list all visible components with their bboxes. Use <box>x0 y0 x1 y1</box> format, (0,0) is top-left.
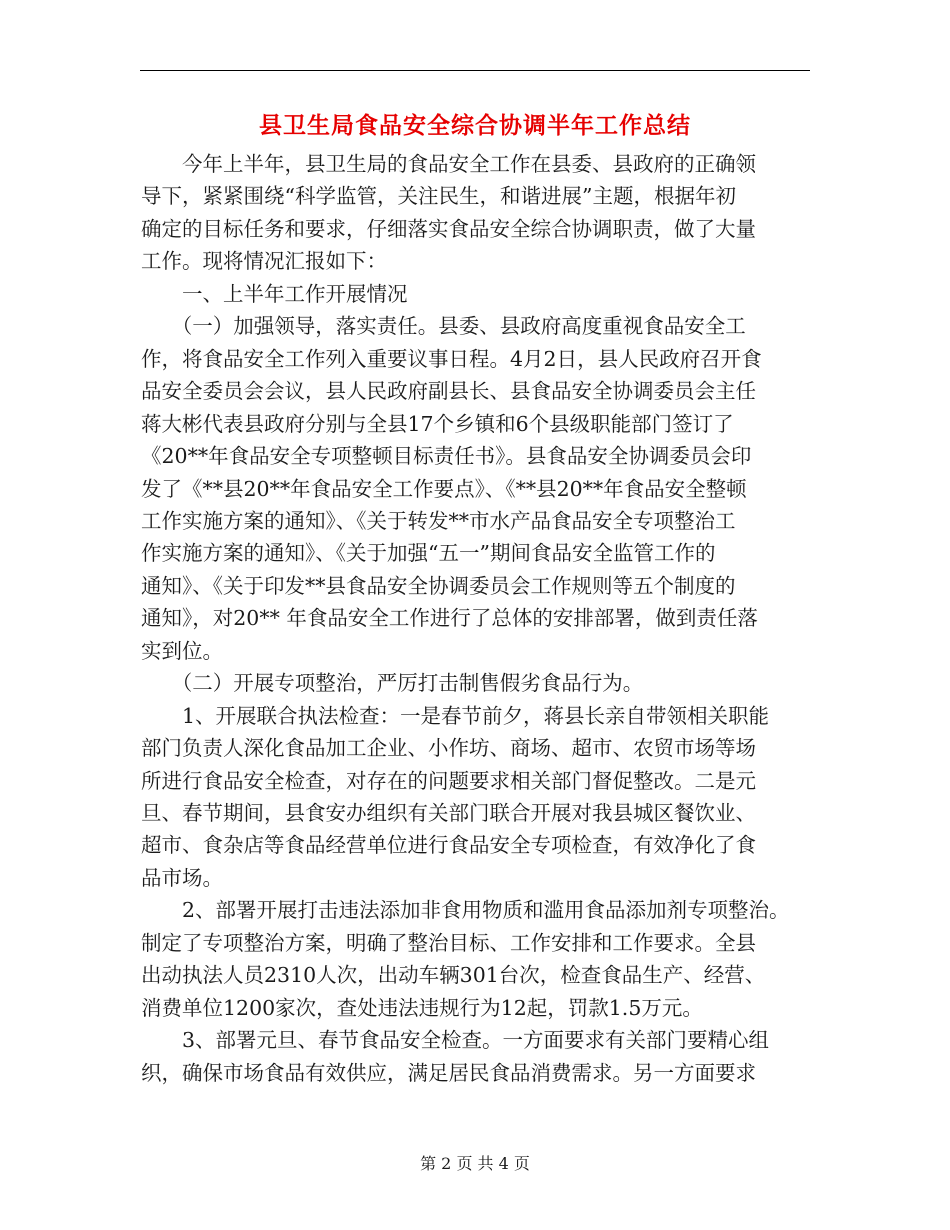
body-line: 工作实施方案的通知》、《关于转发**市水产品食品安全专项整治工 <box>141 508 736 533</box>
header-rule <box>140 70 810 71</box>
body-line: 出动执法人员2310人次，出动车辆301台次，检查食品生产、经营、 <box>141 963 766 988</box>
body-line: 1、开展联合执法检查：一是春节前夕，蒋县长亲自带领相关职能 <box>141 703 770 728</box>
body-line: （一）加强领导，落实责任。县委、县政府高度重视食品安全工 <box>141 314 746 339</box>
page-number: 第 2 页 共 4 页 <box>420 1154 530 1173</box>
body-line: 今年上半年，县卫生局的食品安全工作在县委、县政府的正确领 <box>141 152 756 176</box>
body-line: （二）开展专项整治，严厉打击制售假劣食品行为。 <box>141 671 644 696</box>
body-line: 作，将食品安全工作列入重要议事日程。4月2日，县人民政府召开食 <box>141 346 762 371</box>
body-line: 一、上半年工作开展情况 <box>141 281 408 306</box>
body-line: 所进行食品安全检查，对存在的问题要求相关部门督促整改。二是元 <box>141 768 756 793</box>
body-line: 超市、食杂店等食品经营单位进行食品安全专项检查，有效净化了食 <box>141 833 756 858</box>
body-line: 旦、春节期间，县食安办组织有关部门联合开展对我县城区餐饮业、 <box>141 801 756 825</box>
body-line: 实到位。 <box>141 638 223 663</box>
body-line: 《20**年食品安全专项整顿目标责任书》。县食品安全协调委员会印 <box>141 444 752 469</box>
body-line: 织，确保市场食品有效供应，满足居民食品消费需求。另一方面要求 <box>141 1060 756 1085</box>
body-line: 工作。现将情况汇报如下： <box>141 249 387 274</box>
body-line: 导下，紧紧围绕“科学监管，关注民生，和谐进展”主题，根据年初 <box>141 184 736 209</box>
document-title: 县卫生局食品安全综合协调半年工作总结 <box>259 112 691 139</box>
body-line: 发了《**县20**年食品安全工作要点》、《**县20**年食品安全整顿 <box>141 476 747 501</box>
body-line: 通知》，对20** 年食品安全工作进行了总体的安排部署，做到责任落 <box>141 606 758 631</box>
body-line: 蒋大彬代表县政府分别与全县17个乡镇和6个县级职能部门签订了 <box>141 411 734 436</box>
body-line: 品市场。 <box>141 865 223 890</box>
body-line: 3、部署元旦、春节食品安全检查。一方面要求有关部门要精心组 <box>141 1028 770 1053</box>
body-line: 作实施方案的通知》、《关于加强“五一”期间食品安全监管工作的 <box>141 541 716 566</box>
body-line: 确定的目标任务和要求，仔细落实食品安全综合协调职责，做了大量 <box>141 216 756 241</box>
body-line: 2、部署开展打击违法添加非食用物质和滥用食品添加剂专项整治。 <box>141 898 790 923</box>
body-line: 制定了专项整治方案，明确了整治目标、工作安排和工作要求。全县 <box>141 930 756 955</box>
body-line: 通知》、《关于印发**县食品安全协调委员会工作规则等五个制度的 <box>141 573 736 598</box>
body-line: 消费单位1200家次，查处违法违规行为12起，罚款1.5万元。 <box>141 995 703 1020</box>
body-line: 品安全委员会会议，县人民政府副县长、县食品安全协调委员会主任 <box>141 379 756 404</box>
body-line: 部门负责人深化食品加工企业、小作坊、商场、超市、农贸市场等场 <box>141 736 756 761</box>
